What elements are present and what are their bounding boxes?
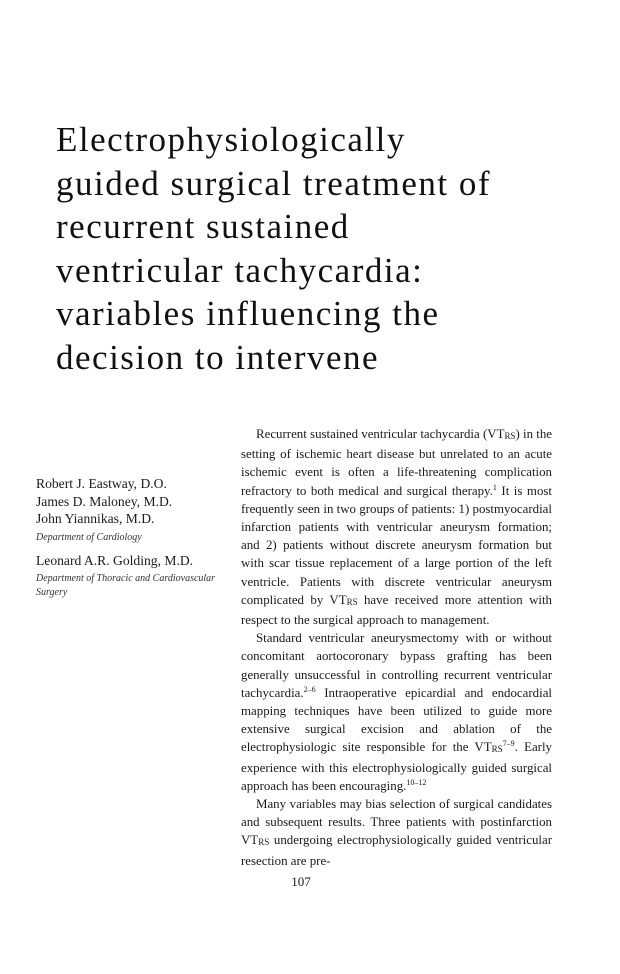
title-line: recurrent sustained: [56, 207, 350, 247]
reference-marker: 1: [492, 482, 497, 492]
reference-marker: 2–6: [303, 684, 316, 694]
article-title: [56, 118, 576, 380]
body-paragraph: Standard ventricular aneurysmectomy with or without concomitant aortocoronary bypass grafting has been generally unsuccessful in controlling recurrent ventricular tachycardia.$^{2-6}$ Intraoperative epicardial and endocardial mapping techniques have been utilized to guide more extensive surgical excision and ablation of the electrophysiologic site responsible for the VTRS$^{7-9}$. Early experience with this electrophysiologically guided surgical approach has been encouraging.$^{10-12}$: [241, 631, 552, 793]
reference-marker: 7–9: [502, 739, 515, 749]
subscript: RS: [491, 744, 503, 755]
title-line: ventricular tachycardia:: [56, 250, 424, 290]
body-paragraph: Many variables may bias selection of surgical candidates and subsequent results. Three patients with postinfarction VTRS undergoing electrophysiologically guided ventricular resection are pre-: [241, 797, 552, 868]
subscript: RS: [504, 431, 516, 441]
subscript: RS: [346, 596, 358, 607]
author-affiliation: Department of Thoracic and Cardiovascular Surgery: [36, 573, 216, 598]
title-line: variables influencing the: [56, 294, 440, 334]
author-name: John Yiannikas, M.D.: [36, 511, 155, 526]
body-text: [241, 425, 552, 870]
author-name: James D. Maloney, M.D.: [36, 493, 173, 509]
reference-marker: 10–12: [406, 777, 427, 787]
author-block: [36, 475, 236, 600]
title-line: decision to intervene: [56, 337, 380, 377]
author-affiliation: Department of Cardiology: [36, 531, 142, 543]
title-line: guided surgical treatment of: [56, 163, 491, 203]
author-name: Leonard A.R. Golding, M.D.: [36, 552, 194, 568]
author-name: Robert J. Eastway, D.O.: [36, 476, 167, 491]
body-paragraph: Recurrent sustained ventricular tachycardia (VTRS) in the setting of ischemic heart disease but unrelated to an acute ischemic event is often a life-threatening complication refractory to both medical and surgical therapy.$^1$ It is most frequently seen in two groups of patients: 1) postmyocardial infarction patients with ventricular aneurysm formation; and 2) patients without discrete aneurysm formation but with scar tissue replacement of a large portion of the left ventricle. Patients with discrete ventricular aneurysm complicated by VTRS have received more attention with respect to the surgical approach to management.: [241, 427, 553, 628]
subscript: RS: [258, 837, 270, 848]
page-number: 107: [291, 874, 311, 889]
title-line: Electrophysiologically: [56, 120, 406, 159]
